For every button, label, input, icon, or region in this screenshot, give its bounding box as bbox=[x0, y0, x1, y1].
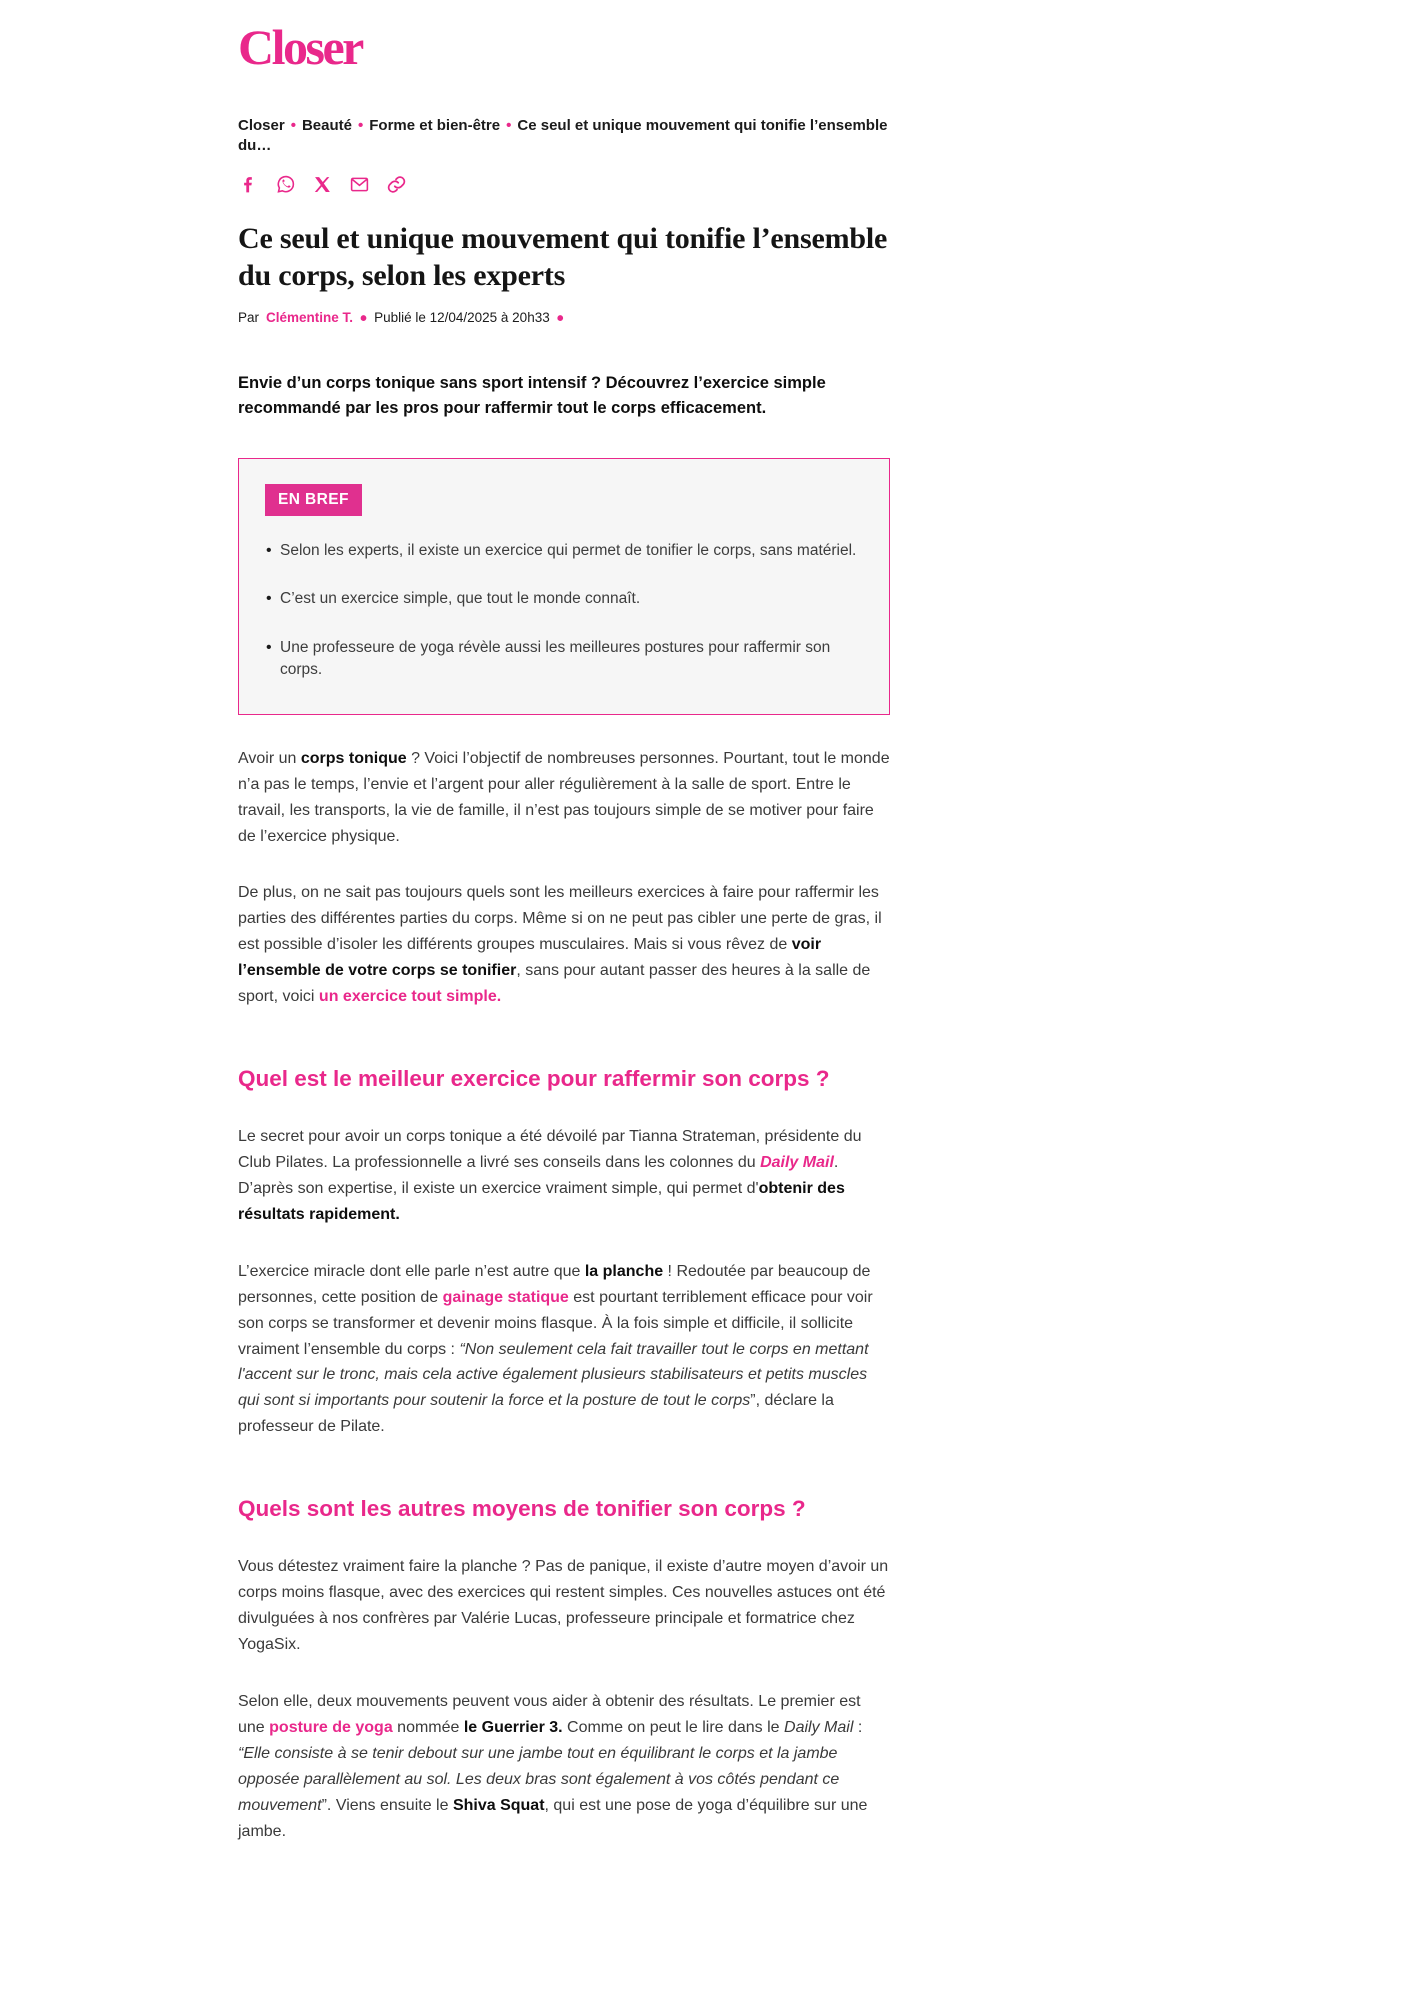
breadcrumb-separator: • bbox=[290, 117, 296, 134]
text-segment: Shiva Squat bbox=[452, 1796, 545, 1814]
facebook-icon[interactable] bbox=[238, 174, 259, 195]
inline-link[interactable]: gainage statique bbox=[442, 1288, 569, 1306]
text-segment: le Guerrier 3. bbox=[463, 1718, 563, 1736]
text-segment: Avoir un bbox=[238, 749, 301, 767]
text-segment: , qui est une pose de yoga d’équilibre sur une jambe. bbox=[238, 1796, 868, 1840]
article-lead: Envie d’un corps tonique sans sport intensif ? Découvrez l’exercice simple recommandé par les pros pour raffermir tout le corps efficacement. bbox=[238, 373, 826, 418]
article-body bbox=[238, 746, 890, 1845]
paragraph bbox=[238, 1124, 890, 1228]
text-segment: “Elle consiste à se tenir debout sur une jambe tout en équilibrant le corps et la jambe opposée parallèlement au sol. Les deux bras sont également à vos côtés pendant ce mouvement bbox=[238, 1744, 840, 1814]
link-icon[interactable] bbox=[386, 174, 407, 195]
breadcrumb-separator: • bbox=[357, 117, 364, 134]
text-segment: Comme on peut le lire dans le bbox=[562, 1718, 785, 1736]
breadcrumb-item[interactable]: Beauté bbox=[301, 117, 352, 134]
text-segment: L’exercice miracle dont elle parle n’est autre que bbox=[238, 1262, 585, 1280]
en-bref-badge: EN BREF bbox=[265, 484, 362, 516]
text-segment: ”, déclare la professeur de Pilate. bbox=[238, 1392, 834, 1436]
text-segment: . D’après son expertise, il existe un exercice vraiment simple, qui permet d' bbox=[238, 1154, 839, 1197]
page-container bbox=[238, 0, 890, 1844]
text-segment: ! Redoutée par beaucoup de personnes, cette position de bbox=[238, 1262, 871, 1306]
paragraph bbox=[238, 746, 890, 850]
text-segment: Vous détestez vraiment faire la planche ? Pas de panique, il existe d’autre moyen d’avoir un corps moins flasque, avec des exercices qui restent simples. Ces nouvelles astuces ont été divulguées à nos confrères par Valérie Lucas, professeure principale et formatrice chez YogaSix. bbox=[238, 1558, 889, 1654]
breadcrumb-item[interactable]: Closer bbox=[238, 117, 285, 134]
section-heading: Quel est le meilleur exercice pour raffermir son corps ? bbox=[238, 1065, 830, 1091]
paragraph bbox=[238, 1689, 890, 1844]
text-segment: Selon elle, deux mouvements peuvent vous aider à obtenir des résultats. Le premier est une bbox=[238, 1693, 861, 1736]
text-segment: , sans pour autant passer des heures à la salle de sport, voici bbox=[238, 962, 871, 1006]
author-link[interactable]: Clémentine T. bbox=[266, 309, 354, 325]
inline-link[interactable]: un exercice tout simple. bbox=[318, 988, 502, 1006]
share-bar bbox=[238, 174, 890, 195]
paragraph bbox=[238, 1259, 890, 1440]
text-segment: corps tonique bbox=[300, 749, 407, 767]
inline-link[interactable]: posture de yoga bbox=[269, 1718, 393, 1736]
text-segment: la planche bbox=[584, 1262, 664, 1280]
publish-date: Publié le 12/04/2025 à 20h33 bbox=[374, 309, 550, 325]
section-heading: Quels sont les autres moyens de tonifier son corps ? bbox=[238, 1496, 806, 1522]
breadcrumb-item[interactable]: Forme et bien-être bbox=[369, 117, 501, 134]
closer-logo[interactable]: Closer bbox=[238, 19, 362, 75]
text-segment: voir l’ensemble de votre corps se tonifier bbox=[238, 936, 822, 980]
paragraph bbox=[238, 1554, 890, 1658]
x-twitter-icon[interactable] bbox=[312, 174, 333, 195]
text-segment: “Non seulement cela fait travailler tout le corps en mettant l'accent sur le tronc, mais cela active également plusieurs stabilisateurs et petits muscles qui sont si importants pour soutenir la force et la posture de tout le corps bbox=[238, 1340, 869, 1410]
en-bref-list bbox=[265, 540, 863, 682]
en-bref-box bbox=[238, 458, 890, 715]
email-icon[interactable] bbox=[349, 174, 370, 195]
text-segment: ? Voici l’objectif de nombreuses personnes. Pourtant, tout le monde n’a pas le temps, l’envie et l’argent pour aller régulièrement à la salle de sport. Entre le travail, les transports, la vie de famille, il n’est pas toujours simple de se motiver pour faire de l’exercice physique. bbox=[238, 749, 890, 845]
inline-link[interactable]: Daily Mail bbox=[760, 1154, 834, 1172]
breadcrumb bbox=[238, 116, 890, 155]
breadcrumb-separator: • bbox=[506, 117, 512, 134]
paragraph bbox=[238, 880, 890, 1010]
byline: Par Clémentine T. • Publié le 12/04/2025 à 20h33 • bbox=[238, 308, 564, 331]
text-segment: : bbox=[853, 1718, 863, 1736]
byline-prefix: Par bbox=[238, 309, 260, 325]
text-segment: ”. Viens ensuite le bbox=[321, 1796, 453, 1814]
text-segment: Daily Mail bbox=[784, 1718, 854, 1736]
text-segment: est pourtant terriblement efficace pour voir son corps se transformer et devenir moins flasque. À la fois simple et difficile, il sollicite vraiment l’ensemble du corps : bbox=[238, 1288, 873, 1358]
en-bref-item: • Une professeure de yoga révèle aussi les meilleures postures pour raffermir son corps. bbox=[265, 637, 863, 682]
text-segment: nommée bbox=[392, 1718, 464, 1736]
page-title: Ce seul et unique mouvement qui tonifie l’ensemble du corps, selon les experts bbox=[238, 222, 888, 292]
whatsapp-icon[interactable] bbox=[275, 174, 296, 195]
text-segment: Le secret pour avoir un corps tonique a été dévoilé par Tianna Strateman, présidente du Club Pilates. La professionnelle a livré ses conseils dans les colonnes du bbox=[238, 1128, 862, 1172]
text-segment: De plus, on ne sait pas toujours quels sont les meilleurs exercices à faire pour raffermir les parties des différentes parties du corps. Même si on ne peut pas cibler une perte de gras, il est possible d’isoler les différents groupes musculaires. Mais si vous rêvez de bbox=[238, 884, 882, 954]
text-segment: obtenir des résultats rapidement. bbox=[238, 1180, 845, 1223]
en-bref-item: • C’est un exercice simple, que tout le monde connaît. bbox=[265, 588, 863, 610]
en-bref-item: • Selon les experts, il existe un exercice qui permet de tonifier le corps, sans matériel. bbox=[265, 540, 863, 562]
breadcrumb-item: Ce seul et unique mouvement qui tonifie l’ensemble du… bbox=[238, 117, 888, 154]
